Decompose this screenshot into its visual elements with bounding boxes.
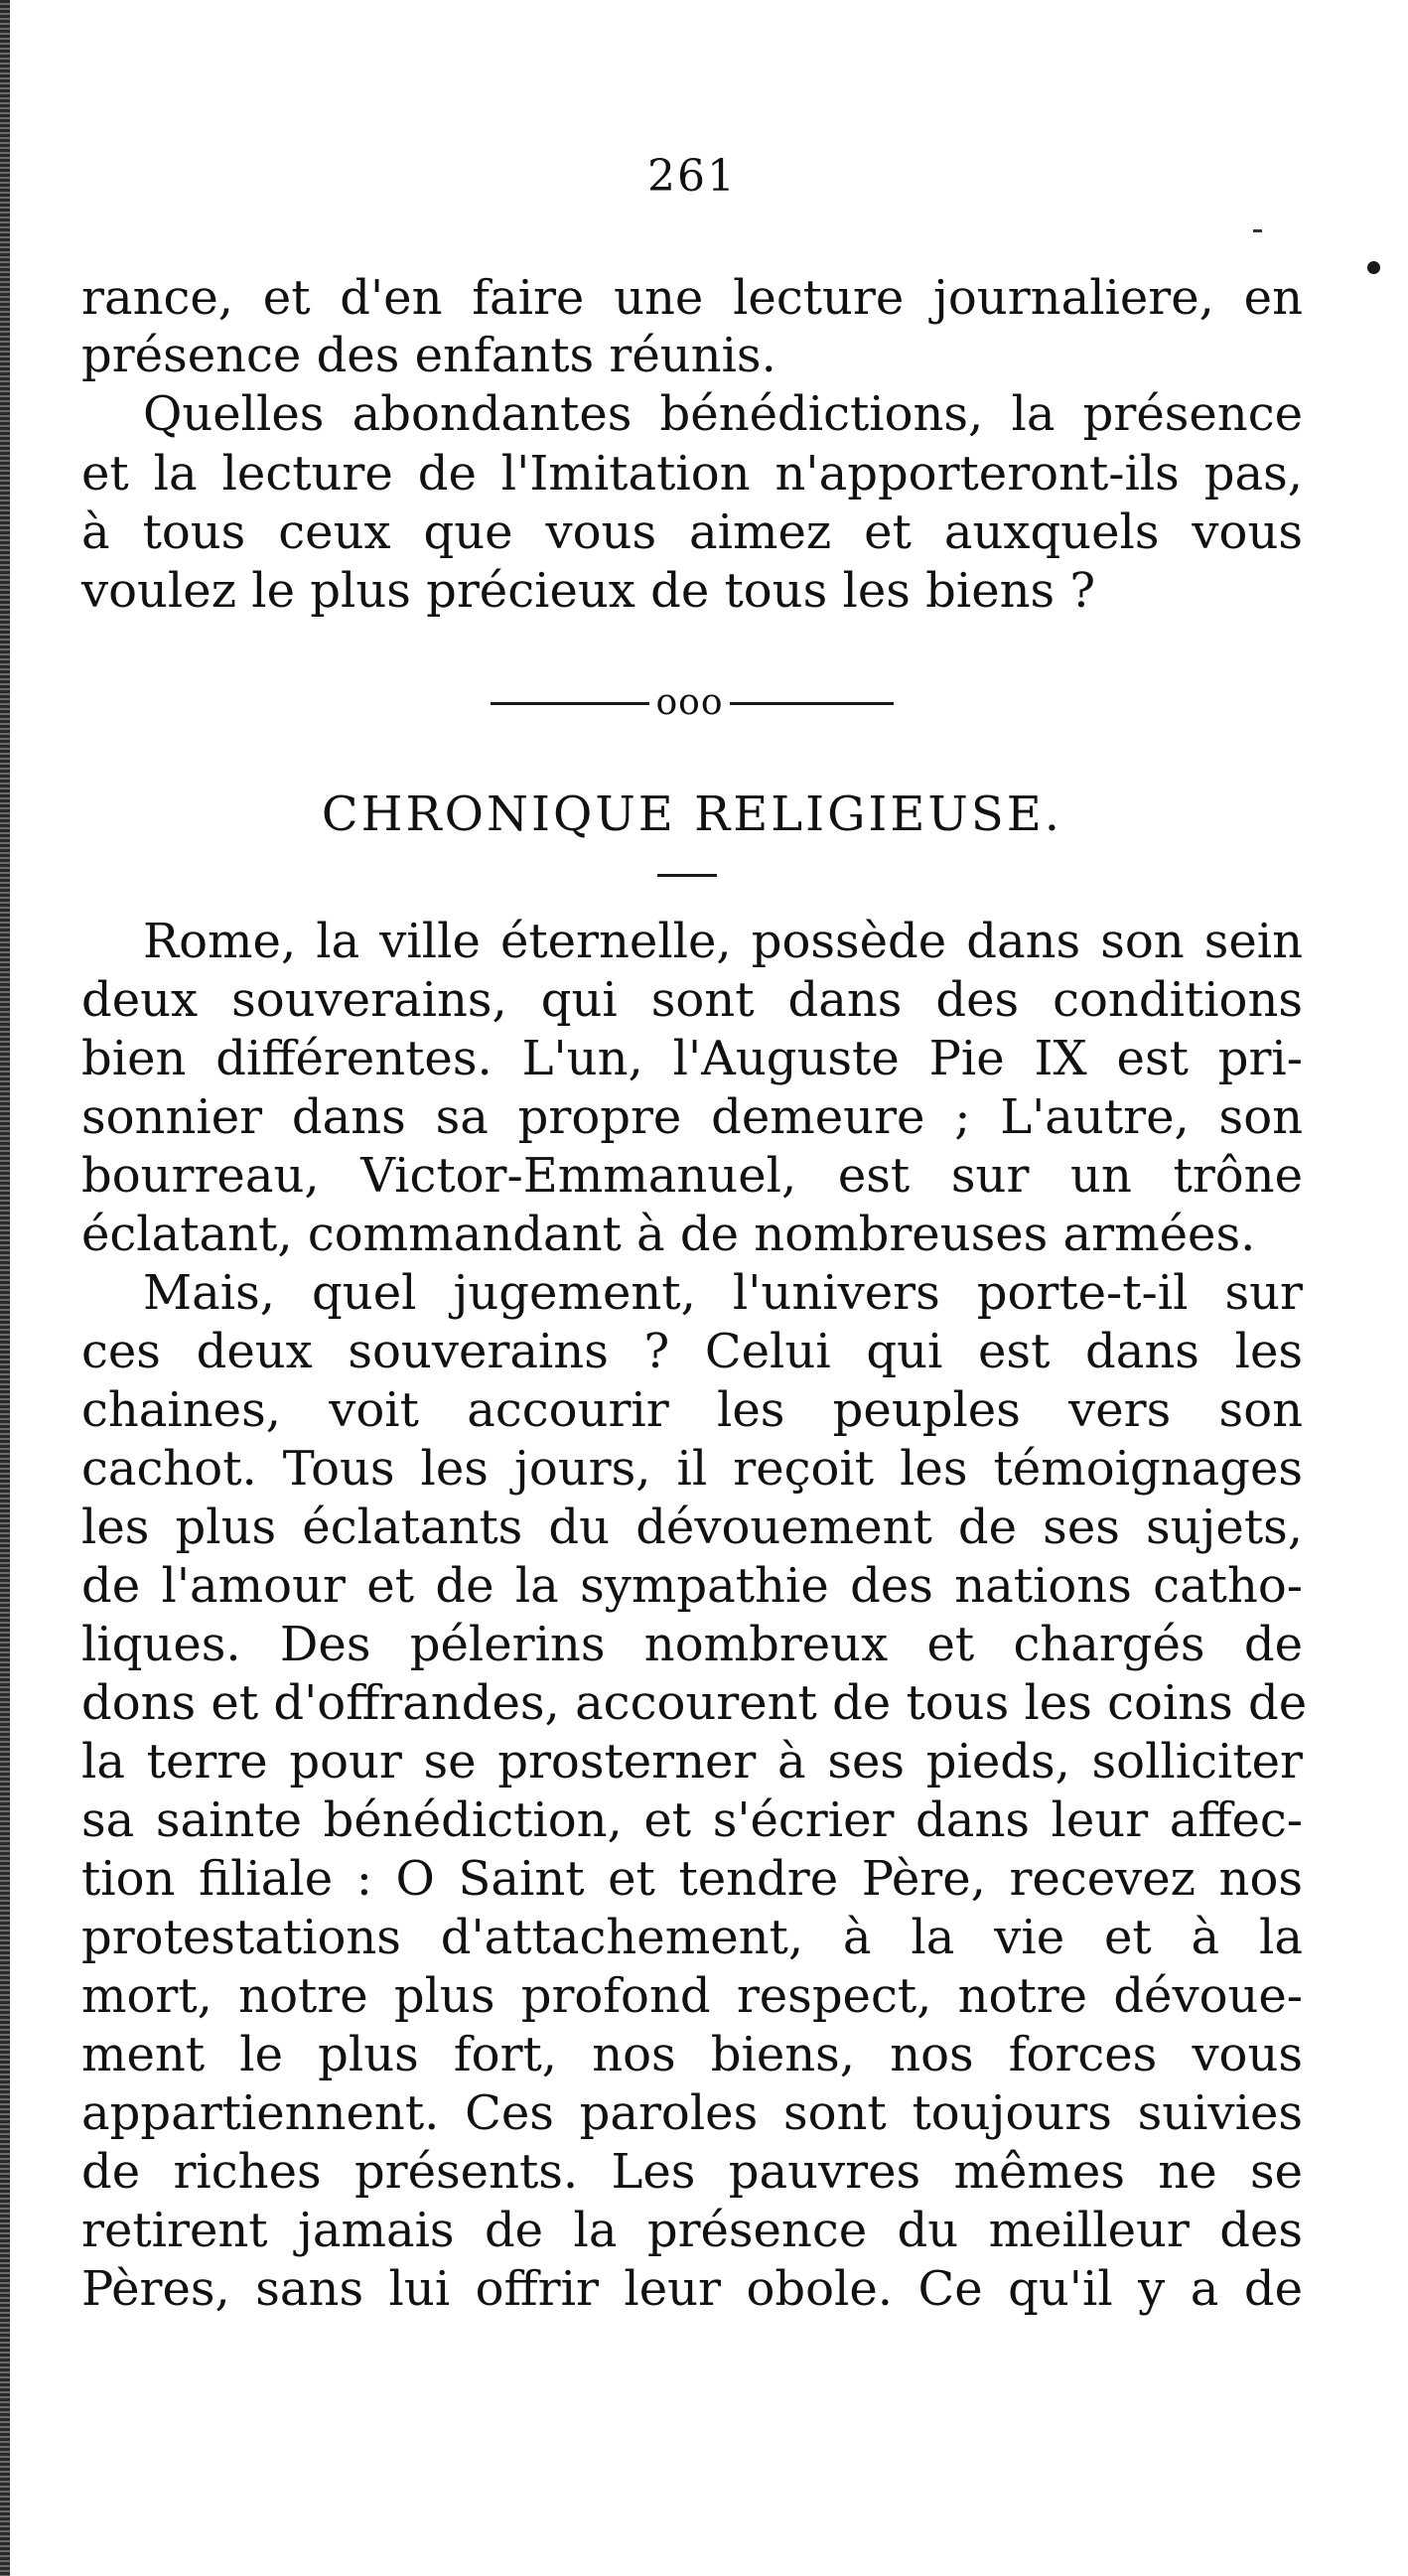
ink-speck <box>1367 261 1380 274</box>
text-line: ment le plus fort, nos biens, nos forces vous <box>81 2027 1303 2082</box>
text-line: bien différentes. L'un, l'Auguste Pie IX est pri- <box>81 1031 1303 1086</box>
text-line: les plus éclatants du dévouement de ses sujets, <box>81 1500 1303 1555</box>
separator-rule-right <box>730 702 894 705</box>
ink-mark <box>1253 229 1262 232</box>
page-number: 261 <box>647 151 737 202</box>
text-line: Mais, quel jugement, l'univers porte-t-il sur <box>143 1265 1303 1321</box>
text-line: chaines, voit accourir les peuples vers son <box>81 1382 1303 1438</box>
text-line: la terre pour se prosterner à ses pieds, solliciter <box>81 1734 1303 1789</box>
text-line: à tous ceux que vous aimez et auxquels vous <box>81 504 1303 560</box>
text-line: voulez le plus précieux de tous les biens ? <box>81 563 1096 619</box>
book-binding-edge <box>0 0 10 2576</box>
text-line: retirent jamais de la présence du meilleur des <box>81 2203 1303 2258</box>
separator-ornament: ooo <box>655 682 724 723</box>
text-line: éclatant, commandant à de nombreuses armées. <box>81 1207 1256 1262</box>
text-line: Pères, sans lui offrir leur obole. Ce qu'il y a de <box>81 2261 1303 2317</box>
text-line: présence des enfants réunis. <box>81 328 776 383</box>
section-title: CHRONIQUE RELIGIEUSE. <box>321 787 1063 842</box>
text-line: cachot. Tous les jours, il reçoit les témoignages <box>81 1441 1303 1497</box>
text-line: bourreau, Victor-Emmanuel, est sur un trône <box>81 1148 1303 1204</box>
separator-rule-left <box>491 702 649 705</box>
title-underline <box>657 874 717 877</box>
text-line: rance, et d'en faire une lecture journaliere, en <box>81 270 1303 326</box>
text-line: et la lecture de l'Imitation n'apporteront-ils pas, <box>81 446 1303 501</box>
text-line: protestations d'attachement, à la vie et à la <box>81 1910 1303 1965</box>
text-line: appartiennent. Ces paroles sont toujours suivies <box>81 2085 1303 2141</box>
text-line: de riches présents. Les pauvres mêmes ne se <box>81 2144 1303 2200</box>
text-line: liques. Des pélerins nombreux et chargés de <box>81 1617 1303 1672</box>
text-line: de l'amour et de la sympathie des nations catho- <box>81 1558 1303 1614</box>
text-line: Rome, la ville éternelle, possède dans son sein <box>143 914 1303 969</box>
text-line: ces deux souverains ? Celui qui est dans les <box>81 1324 1303 1379</box>
section-separator <box>81 678 1303 728</box>
text-line: deux souverains, qui sont dans des conditions <box>81 972 1303 1028</box>
text-line: sonnier dans sa propre demeure ; L'autre, son <box>81 1089 1303 1145</box>
text-line: dons et d'offrandes, accourent de tous les coins de <box>81 1675 1308 1731</box>
text-line: Quelles abondantes bénédictions, la présence <box>143 386 1303 442</box>
text-line: mort, notre plus profond respect, notre dévoue- <box>81 1968 1303 2024</box>
text-line: tion filiale : O Saint et tendre Père, recevez nos <box>81 1851 1303 1907</box>
text-line: sa sainte bénédiction, et s'écrier dans leur affec- <box>81 1792 1303 1848</box>
